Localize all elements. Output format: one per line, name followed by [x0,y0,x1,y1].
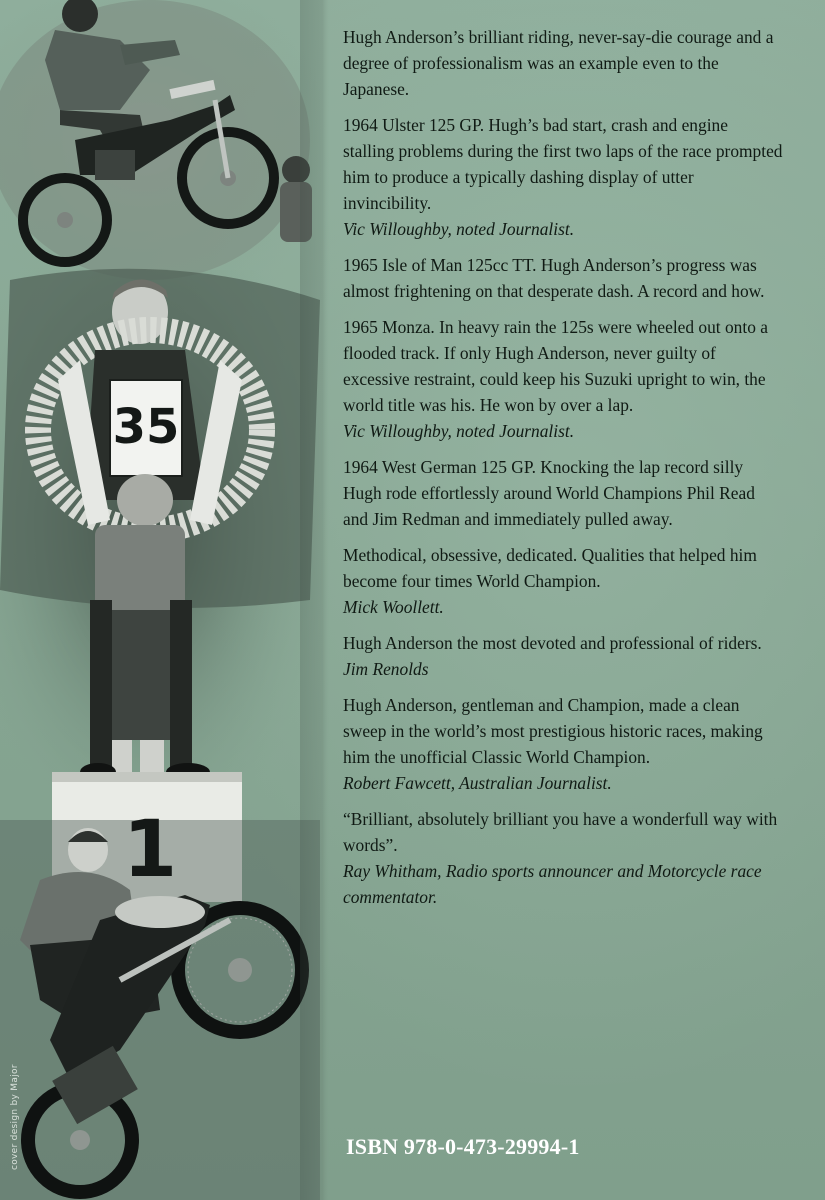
quote-text: 1964 West German 125 GP. Knocking the lap record silly Hugh rode effortlessly around World Champions Phil Read and Jim Redman and immediately pulled away. [343,457,755,529]
cover-design-credit: cover design by Major [10,1064,20,1170]
quote-text: Hugh Anderson’s brilliant riding, never-say-die courage and a degree of professionalism was an example even to the Japanese. [343,27,774,99]
quote-text: Hugh Anderson, gentleman and Champion, made a clean sweep in the world’s most prestigious historic races, making him the unofficial Classic World Champion. [343,695,763,767]
quote-attribution: Vic Willoughby, noted Journalist. [343,219,575,239]
quote-item [343,24,783,102]
quote-item [343,542,783,620]
quote-text: Methodical, obsessive, dedicated. Qualities that helped him become four times World Champion. [343,545,757,591]
quote-attribution: Vic Willoughby, noted Journalist. [343,421,575,441]
isbn-number: ISBN 978-0-473-29994-1 [346,1134,580,1159]
quote-item [343,630,783,682]
quote-attribution: Mick Woollett. [343,597,444,617]
quote-item [343,314,783,444]
photo-collage [0,0,330,1200]
quote-item [343,454,783,532]
quote-attribution: Ray Whitham, Radio sports announcer and Motorcycle race commentator. [343,861,762,907]
quote-text: 1964 Ulster 125 GP. Hugh’s bad start, crash and engine stalling problems during the first two laps of the race prompted him to produce a typically dashing display of utter invincibility. [343,115,783,213]
quote-text: Hugh Anderson the most devoted and professional of riders. [343,633,762,653]
quote-text: “Brilliant, absolutely brilliant you have a wonderfull way with words”. [343,809,778,855]
quote-item [343,692,783,796]
quote-attribution: Jim Renolds [343,659,429,679]
quote-item [343,806,783,910]
quote-text: 1965 Isle of Man 125cc TT. Hugh Anderson’s progress was almost frightening on that desperate dash. A record and how. [343,255,765,301]
quote-text: 1965 Monza. In heavy rain the 125s were wheeled out onto a flooded track. If only Hugh Anderson, never guilty of excessive restraint, could keep his Suzuki upright to win, the world title was his. He won by over a lap. [343,317,768,415]
quote-item [343,112,783,242]
bib-number: 35 [112,399,180,455]
quote-attribution: Robert Fawcett, Australian Journalist. [343,773,612,793]
quote-item [343,252,783,304]
quote-list [343,24,783,920]
photo-motocross-rider [0,0,320,280]
podium-number: 1 [122,805,178,895]
